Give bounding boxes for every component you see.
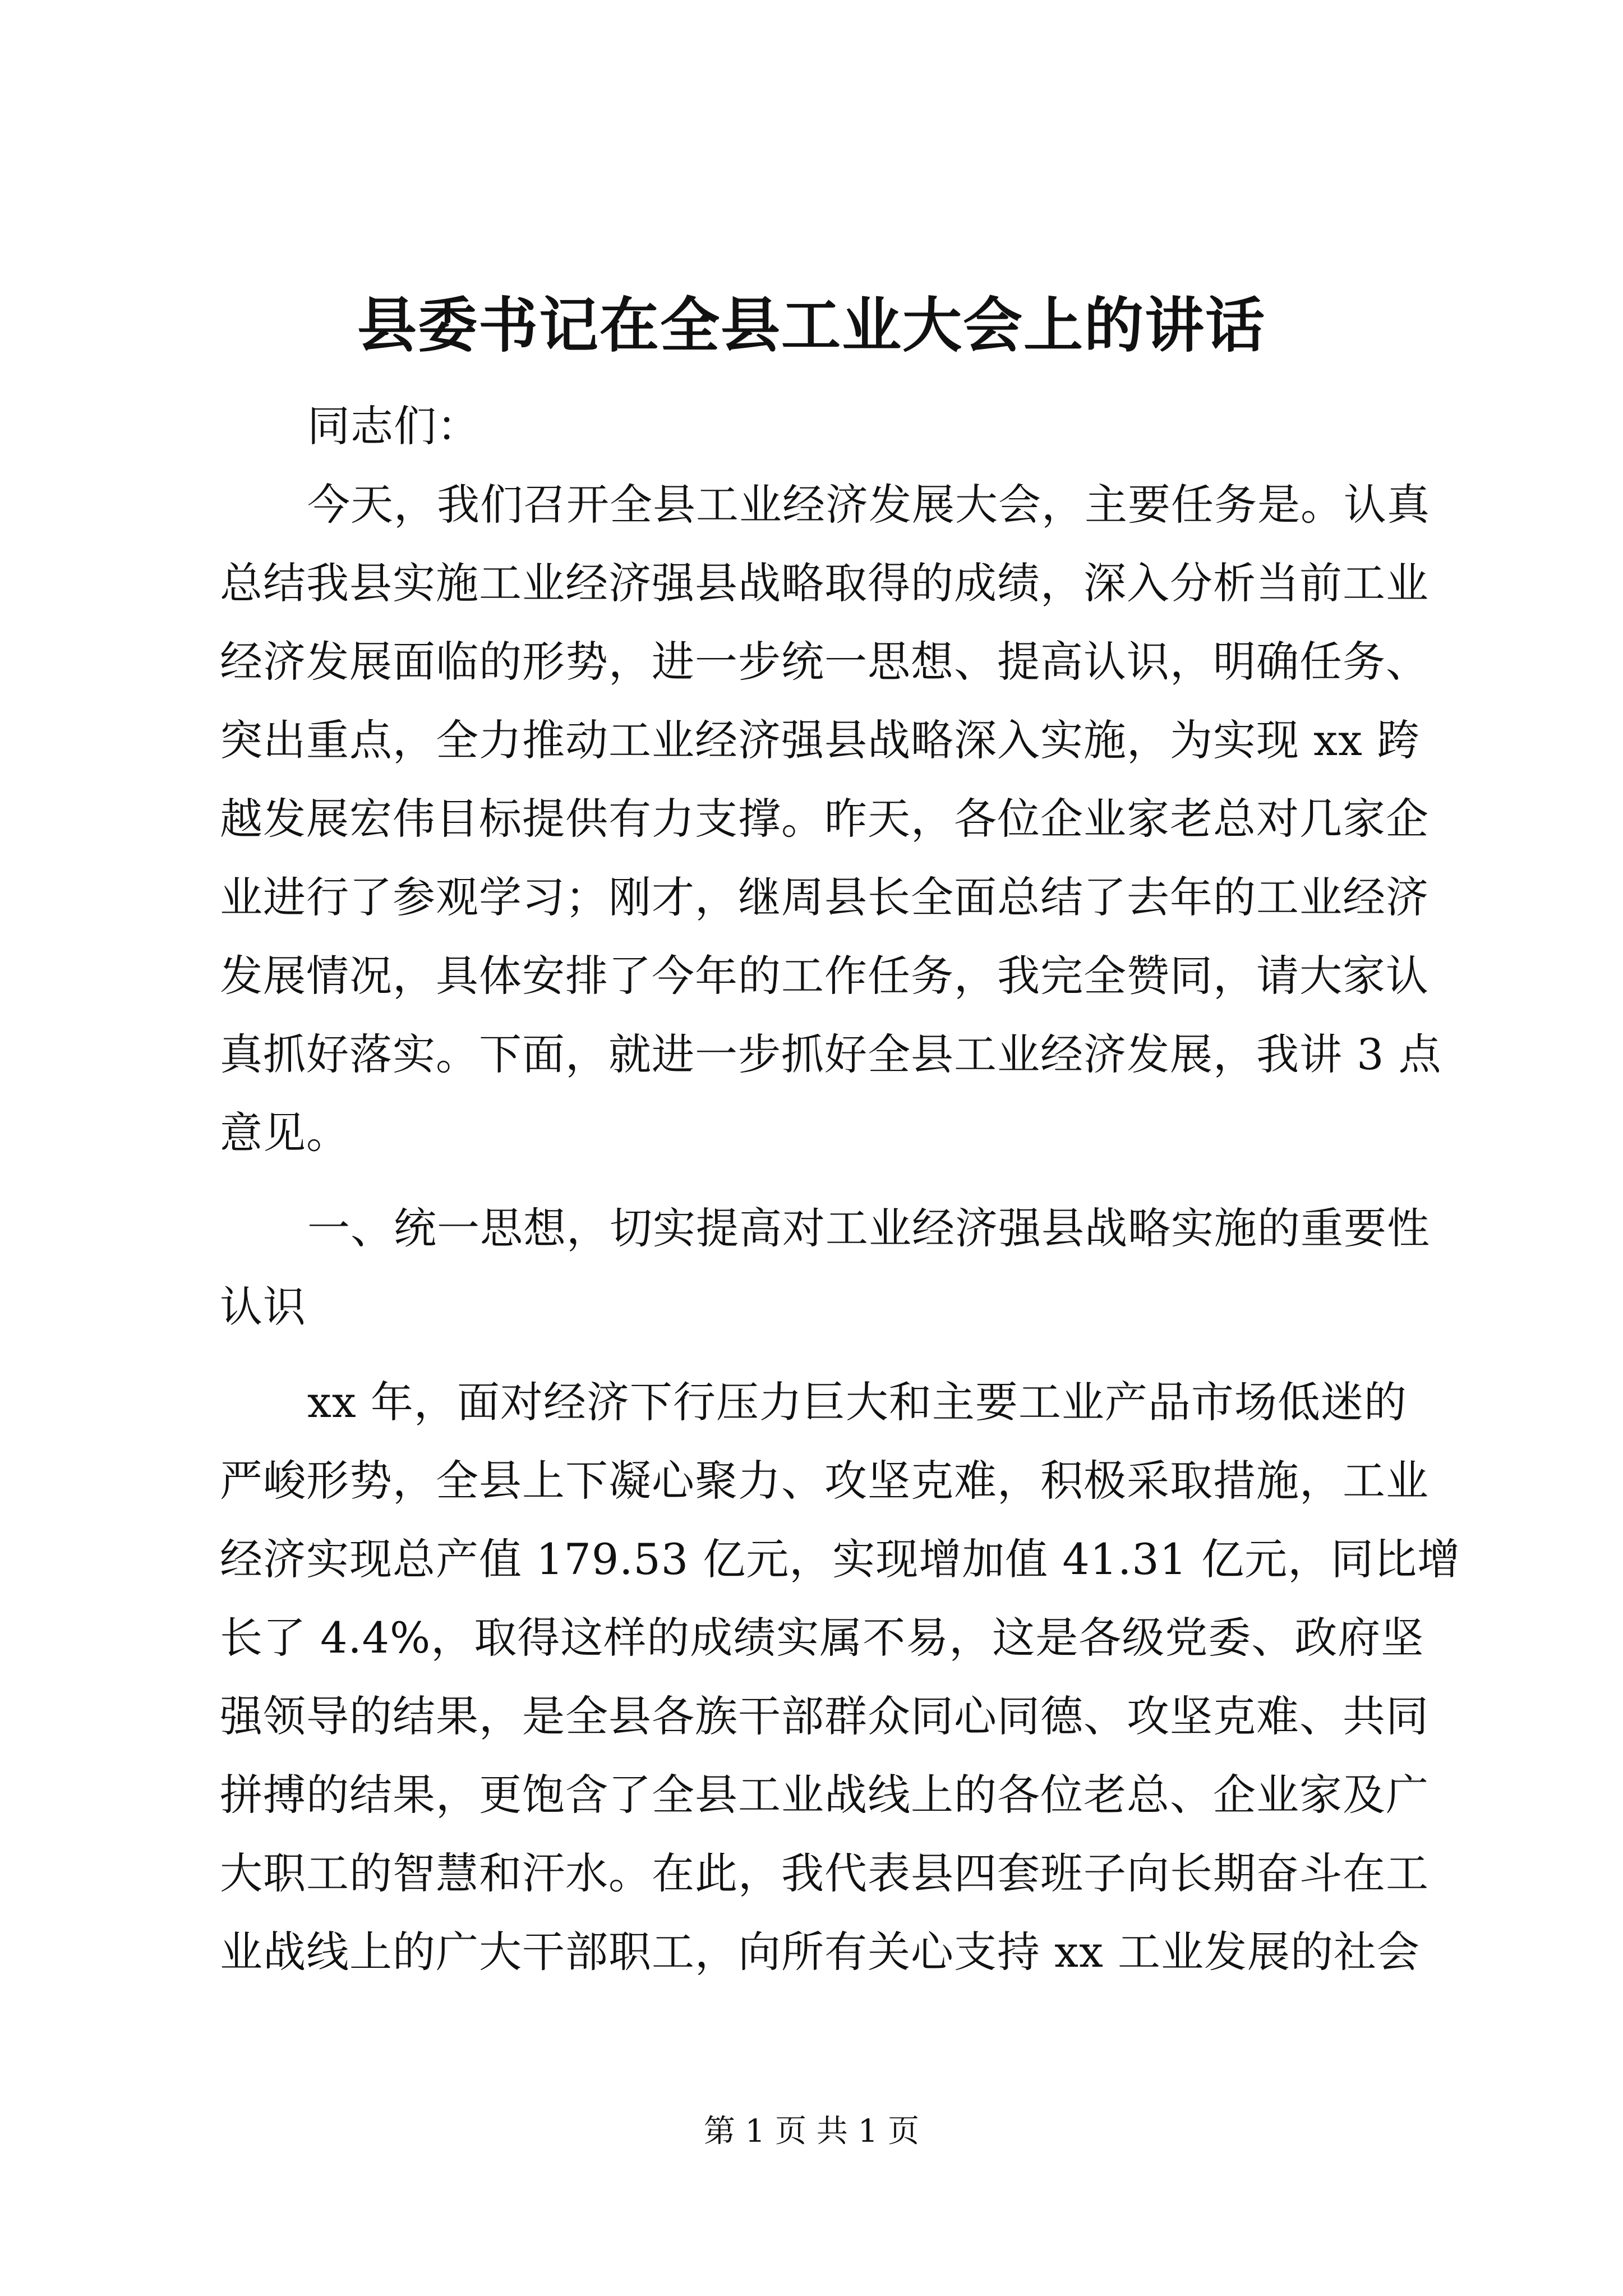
paragraph-line: 业进行了参观学习；刚才，继周县长全面总结了去年的工业经济: [220, 872, 1429, 922]
paragraph-line: 强领导的结果，是全县各族干部群众同心同德、攻坚克难、共同: [220, 1691, 1429, 1741]
paragraph-line: 总结我县实施工业经济强县战略取得的成绩，深入分析当前工业: [220, 558, 1429, 608]
paragraph-line: xx 年，面对经济下行压力巨大和主要工业产品市场低迷的: [307, 1377, 1407, 1427]
paragraph-line: 大职工的智慧和汗水。在此，我代表县四套班子向长期奋斗在工: [220, 1848, 1429, 1898]
paragraph-line: 今天，我们召开全县工业经济发展大会，主要任务是。认真: [307, 480, 1430, 530]
paragraph-line: 发展情况，具体安排了今年的工作任务，我完全赞同，请大家认: [220, 951, 1429, 1001]
document-title: 县委书记在全县工业大会上的讲话: [357, 290, 1266, 360]
paragraph-line: 经济实现总产值 179.53 亿元，实现增加值 41.31 亿元，同比增: [220, 1534, 1461, 1584]
paragraph-line: 拼搏的结果，更饱含了全县工业战线上的各位老总、企业家及广: [220, 1770, 1429, 1820]
salutation: 同志们：: [307, 401, 480, 451]
paragraph-line: 突出重点，全力推动工业经济强县战略深入实施，为实现 xx 跨: [220, 715, 1421, 765]
section-heading-line: 一、统一思想，切实提高对工业经济强县战略实施的重要性: [307, 1203, 1430, 1253]
paragraph-line: 业战线上的广大干部职工，向所有关心支持 xx 工业发展的社会: [220, 1927, 1421, 1977]
paragraph-line: 经济发展面临的形势，进一步统一思想、提高认识，明确任务、: [220, 637, 1429, 687]
paragraph-line: 长了 4.4%，取得这样的成绩实属不易，这是各级党委、政府坚: [220, 1613, 1424, 1663]
paragraph-line: 意见。: [220, 1108, 349, 1158]
paragraph-line: 越发展宏伟目标提供有力支撑。昨天，各位企业家老总对几家企: [220, 794, 1429, 844]
page-footer: 第 1 页 共 1 页: [703, 2113, 920, 2150]
section-heading-line: 认识: [220, 1282, 306, 1332]
paragraph-line: 真抓好落实。下面，就进一步抓好全县工业经济发展，我讲 3 点: [220, 1029, 1442, 1079]
paragraph-line: 严峻形势，全县上下凝心聚力、攻坚克难，积极采取措施，工业: [220, 1456, 1429, 1506]
